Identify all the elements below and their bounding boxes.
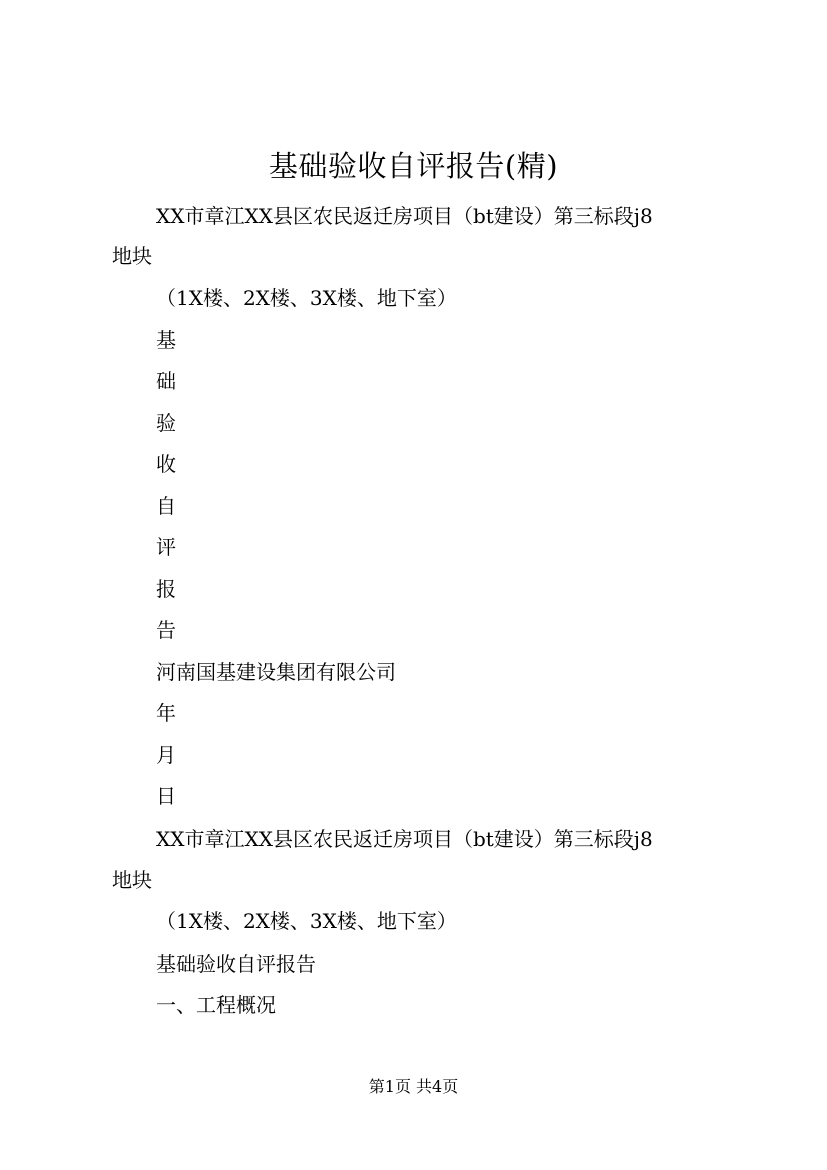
cover-project-line-text: XX市章江XX县区农民返迁房项目（bt建设）第三标段j8 — [156, 204, 653, 228]
body-buildings: （1X楼、2X楼、3X楼、地下室） — [156, 909, 457, 933]
cover-project-line — [156, 202, 718, 230]
cover-title-char: 报 — [156, 577, 176, 601]
report-title: 基础验收自评报告 — [156, 952, 316, 976]
date-day: 日 — [156, 784, 176, 808]
body-project-line — [156, 825, 718, 853]
cover-title-char: 验 — [156, 411, 176, 435]
body-project-line-text: XX市章江XX县区农民返迁房项目（bt建设）第三标段j8 — [156, 827, 653, 851]
date-month: 月 — [156, 743, 176, 767]
cover-buildings: （1X楼、2X楼、3X楼、地下室） — [156, 286, 457, 310]
cover-title-char: 础 — [156, 369, 176, 393]
company-name: 河南国基建设集团有限公司 — [156, 660, 396, 684]
cover-title-char: 告 — [156, 618, 176, 642]
cover-title-char: 收 — [156, 452, 176, 476]
date-year: 年 — [156, 701, 176, 725]
body-project-line-cont: 地块 — [112, 868, 152, 892]
page-footer: 第1页 共4页 — [368, 1077, 459, 1096]
cover-title-char: 自 — [156, 494, 176, 518]
cover-project-line-cont: 地块 — [112, 244, 152, 268]
cover-title-char: 评 — [156, 535, 176, 559]
cover-title-char: 基 — [156, 328, 176, 352]
page-title: 基础验收自评报告(精) — [268, 149, 559, 183]
section-heading: 一、工程概况 — [156, 993, 276, 1017]
